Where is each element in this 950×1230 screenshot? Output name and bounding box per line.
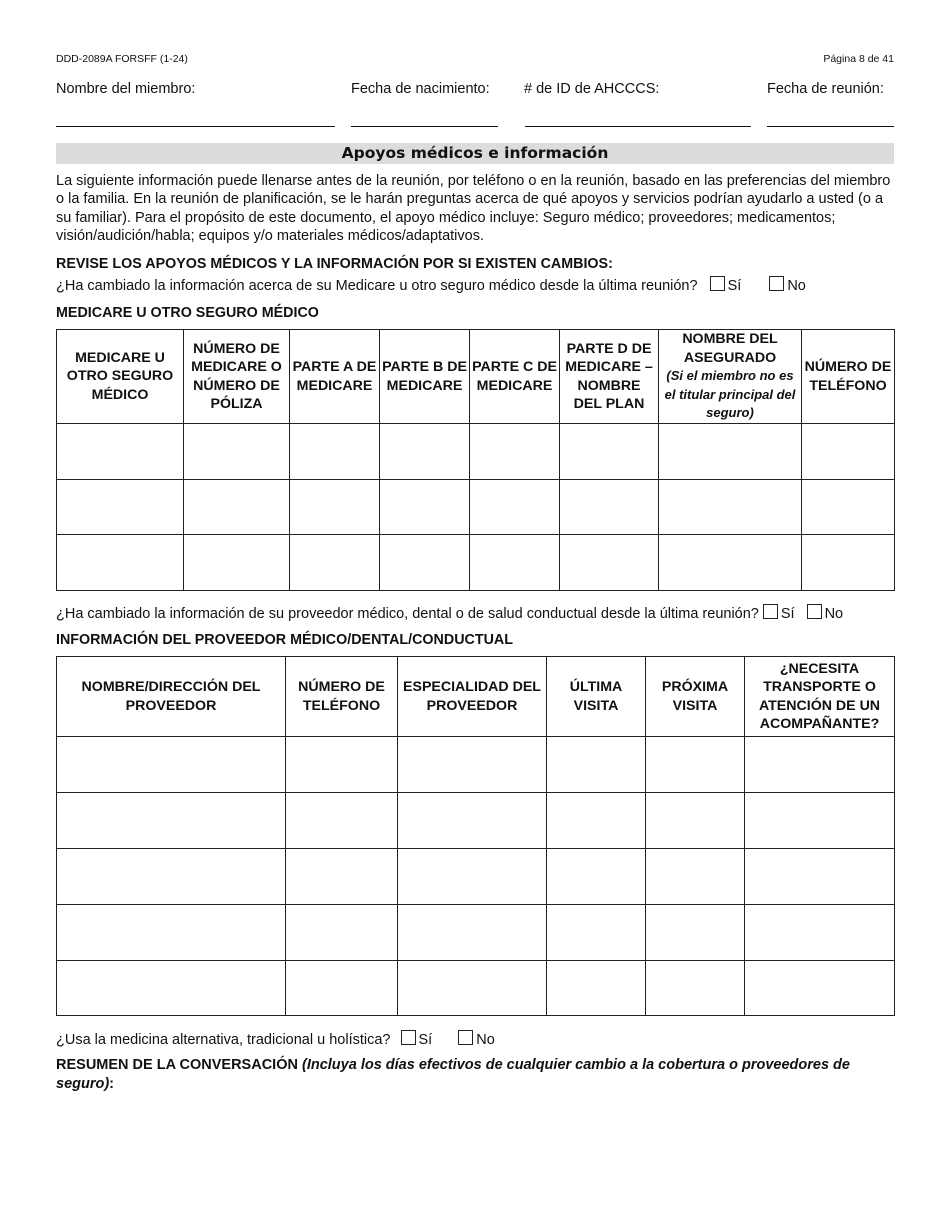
table-cell[interactable] <box>745 849 895 905</box>
table-cell[interactable] <box>290 424 380 480</box>
table-cell[interactable] <box>286 905 398 961</box>
intro-paragraph: La siguiente información puede llenarse antes de la reunión, por teléfono o en la reunión, basado en las preferencias del miembro o la familia. En la reunión de planificación, se le harán preguntas acerca de qué apoyos y servicios podrían ayudarlo a usted (o a su familiar). Para el propósito de este documento, el apoyo médico incluye: Seguro médico; proveedores; medicamentos; visión/audición/habla; equipos y/o materiales médicos/adaptativos. <box>56 173 891 244</box>
table-cell[interactable] <box>380 424 470 480</box>
ahcccs-id-label: # de ID de AHCCCS: <box>524 81 660 97</box>
page-number: Página 8 de 41 <box>823 53 894 65</box>
table-cell[interactable] <box>560 480 659 535</box>
table-cell[interactable] <box>745 905 895 961</box>
table-cell[interactable] <box>659 535 802 591</box>
medicare-col-part-d: PARTE D DE MEDICARE – NOMBRE DEL PLAN <box>560 330 659 424</box>
table-cell[interactable] <box>470 480 560 535</box>
provider-change-question <box>56 604 843 622</box>
table-cell[interactable] <box>57 737 286 793</box>
medicare-heading: MEDICARE U OTRO SEGURO MÉDICO <box>56 305 319 321</box>
table-cell[interactable] <box>802 424 895 480</box>
table-cell[interactable] <box>547 737 646 793</box>
table-cell[interactable] <box>57 793 286 849</box>
alternative-medicine-question <box>56 1030 495 1048</box>
table-cell[interactable] <box>646 737 745 793</box>
table-row <box>57 535 895 591</box>
table-cell[interactable] <box>745 961 895 1016</box>
medicare-change-question <box>56 276 806 294</box>
table-cell[interactable] <box>380 480 470 535</box>
provider-change-question-text: ¿Ha cambiado la información de su proveedor médico, dental o de salud conductual desde la última reunión? <box>56 606 759 622</box>
meeting-date-field[interactable] <box>767 126 894 127</box>
member-name-field[interactable] <box>56 126 335 127</box>
summary-label: RESUMEN DE LA CONVERSACIÓN <box>56 1057 298 1073</box>
yes-label: Sí <box>418 1032 433 1048</box>
table-cell[interactable] <box>184 535 290 591</box>
table-cell[interactable] <box>560 424 659 480</box>
table-row <box>57 905 895 961</box>
table-cell[interactable] <box>745 737 895 793</box>
medicare-change-yes-checkbox[interactable] <box>710 276 725 291</box>
table-cell[interactable] <box>646 905 745 961</box>
table-cell[interactable] <box>286 849 398 905</box>
birth-date-label: Fecha de nacimiento: <box>351 81 490 97</box>
medicare-col-phone: NÚMERO DE TELÉFONO <box>802 330 895 424</box>
table-cell[interactable] <box>286 793 398 849</box>
table-cell[interactable] <box>398 905 547 961</box>
medicare-col-part-a: PARTE A DE MEDICARE <box>290 330 380 424</box>
medicare-table <box>56 329 895 591</box>
table-cell[interactable] <box>547 793 646 849</box>
table-cell[interactable] <box>57 480 184 535</box>
table-row <box>57 793 895 849</box>
table-cell[interactable] <box>290 535 380 591</box>
conversation-summary-area[interactable] <box>56 1100 894 1210</box>
medicare-col-insured-name <box>659 330 802 424</box>
provider-col-last-visit: ÚLTIMA VISITA <box>547 657 646 737</box>
medicare-col-insurance: MEDICARE U OTRO SEGURO MÉDICO <box>57 330 184 424</box>
table-cell[interactable] <box>646 961 745 1016</box>
table-cell[interactable] <box>745 793 895 849</box>
member-name-label: Nombre del miembro: <box>56 81 196 97</box>
table-cell[interactable] <box>57 535 184 591</box>
table-cell[interactable] <box>290 480 380 535</box>
review-heading: REVISE LOS APOYOS MÉDICOS Y LA INFORMACIÓN POR SI EXISTEN CAMBIOS: <box>56 256 613 272</box>
table-cell[interactable] <box>547 961 646 1016</box>
provider-col-specialty: ESPECIALIDAD DEL PROVEEDOR <box>398 657 547 737</box>
yes-label: Sí <box>727 278 742 294</box>
alternative-medicine-yes-checkbox[interactable] <box>401 1030 416 1045</box>
table-cell[interactable] <box>57 905 286 961</box>
no-label: No <box>476 1032 495 1048</box>
provider-col-name-address: NOMBRE/DIRECCIÓN DEL PROVEEDOR <box>57 657 286 737</box>
table-cell[interactable] <box>802 480 895 535</box>
table-row <box>57 480 895 535</box>
table-cell[interactable] <box>659 424 802 480</box>
meeting-date-label: Fecha de reunión: <box>767 81 884 97</box>
table-cell[interactable] <box>398 793 547 849</box>
conversation-summary-heading <box>56 1056 896 1094</box>
table-row <box>57 961 895 1016</box>
summary-colon: : <box>109 1076 115 1092</box>
no-label: No <box>824 606 844 622</box>
table-cell[interactable] <box>547 905 646 961</box>
table-cell[interactable] <box>646 793 745 849</box>
table-cell[interactable] <box>380 535 470 591</box>
table-cell[interactable] <box>470 424 560 480</box>
alternative-medicine-question-text: ¿Usa la medicina alternativa, tradicional u holística? <box>56 1032 391 1048</box>
section-title: Apoyos médicos e información <box>56 143 894 164</box>
form-id: DDD-2089A FORSFF (1-24) <box>56 53 188 65</box>
provider-change-no-checkbox[interactable] <box>807 604 822 619</box>
table-cell[interactable] <box>398 961 547 1016</box>
provider-change-yes-checkbox[interactable] <box>763 604 778 619</box>
medicare-change-no-checkbox[interactable] <box>769 276 784 291</box>
provider-col-next-visit: PRÓXIMA VISITA <box>646 657 745 737</box>
medicare-col-part-b: PARTE B DE MEDICARE <box>380 330 470 424</box>
medicare-col-policy-number: NÚMERO DE MEDICARE O NÚMERO DE PÓLIZA <box>184 330 290 424</box>
alternative-medicine-no-checkbox[interactable] <box>458 1030 473 1045</box>
ahcccs-id-field[interactable] <box>525 126 751 127</box>
table-cell[interactable] <box>659 480 802 535</box>
table-cell[interactable] <box>57 849 286 905</box>
table-cell[interactable] <box>57 424 184 480</box>
table-cell[interactable] <box>286 961 398 1016</box>
table-cell[interactable] <box>547 849 646 905</box>
insured-name-label: NOMBRE DEL ASEGURADO <box>682 331 778 366</box>
birth-date-field[interactable] <box>351 126 498 127</box>
table-row <box>57 424 895 480</box>
table-cell[interactable] <box>398 737 547 793</box>
table-cell[interactable] <box>184 480 290 535</box>
no-label: No <box>787 278 806 294</box>
provider-col-phone: NÚMERO DE TELÉFONO <box>286 657 398 737</box>
provider-heading: INFORMACIÓN DEL PROVEEDOR MÉDICO/DENTAL/CONDUCTUAL <box>56 632 513 648</box>
table-cell[interactable] <box>184 424 290 480</box>
table-cell[interactable] <box>470 535 560 591</box>
table-cell[interactable] <box>560 535 659 591</box>
medicare-change-question-text: ¿Ha cambiado la información acerca de su Medicare u otro seguro médico desde la última reunión? <box>56 278 698 294</box>
table-cell[interactable] <box>802 535 895 591</box>
table-row <box>57 849 895 905</box>
table-cell[interactable] <box>286 737 398 793</box>
table-cell[interactable] <box>57 961 286 1016</box>
provider-col-transport: ¿NECESITA TRANSPORTE O ATENCIÓN DE UN ACOMPAÑANTE? <box>745 657 895 737</box>
summary-note: (Incluya los días efectivos de cualquier cambio a la cobertura o proveedores de seguro) <box>56 1057 850 1092</box>
provider-table <box>56 656 895 1016</box>
table-cell[interactable] <box>398 849 547 905</box>
table-row <box>57 737 895 793</box>
medicare-col-part-c: PARTE C DE MEDICARE <box>470 330 560 424</box>
insured-name-note: (Si el miembro no es el titular principal del seguro) <box>664 368 796 421</box>
table-cell[interactable] <box>646 849 745 905</box>
yes-label: Sí <box>780 606 795 622</box>
